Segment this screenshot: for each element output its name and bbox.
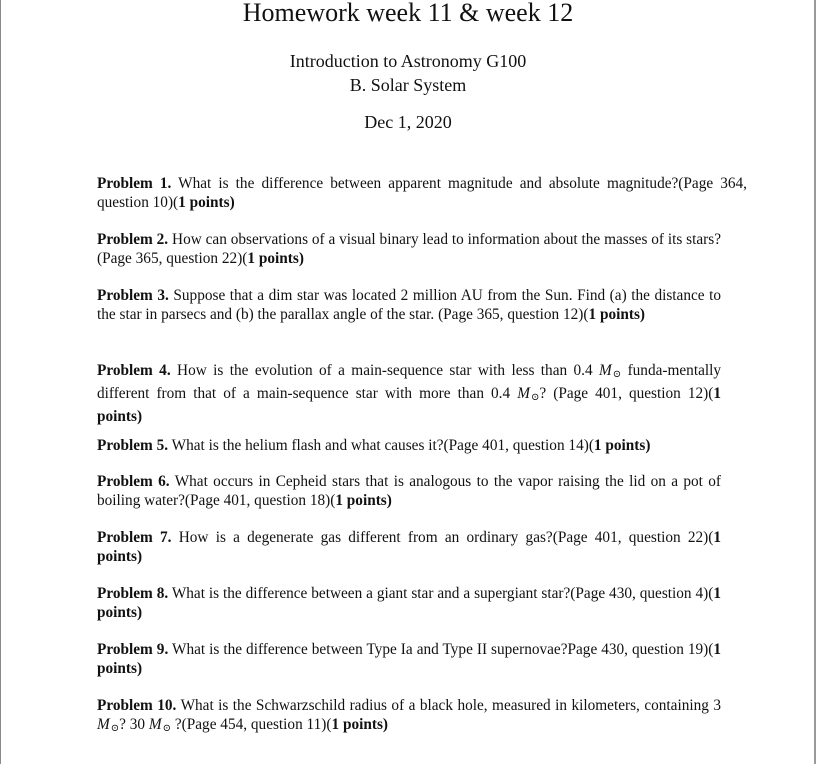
problem-10: Problem 10. What is the Schwarzschild radius of a black hole, measured in kilometers, containing 3 M⊙? 30 M⊙ ?(Page 454, question 11)(1 points) xyxy=(97,697,721,734)
problem-label: Problem 5. xyxy=(97,437,169,454)
problem-text: How is the evolution of a main-sequence star with less than 0.4 xyxy=(177,362,593,379)
problem-text: What is the difference between apparent magnitude and absolute magnitude?(Page 364, question 10)( xyxy=(97,175,747,211)
problem-label: Problem 9. xyxy=(97,641,169,658)
problem-2: Problem 2. How can observations of a visual binary lead to information about the masses of its stars?(Page 365, question 22)(1 points) xyxy=(97,231,722,267)
problem-text: ? (Page 401, question 12)( xyxy=(539,385,714,402)
problem-3: Problem 3. Suppose that a dim star was located 2 million AU from the Sun. Find (a) the distance to the star in parsecs and (b) the parallax angle of the star. (Page 365, question 12)(1 points) xyxy=(97,287,722,323)
problem-label: Problem 7. xyxy=(97,529,172,546)
problem-7: Problem 7. How is a degenerate gas different from an ordinary gas?(Page 401, question 22)(1 points) xyxy=(97,529,721,565)
problem-points: 1 points xyxy=(335,492,387,509)
problem-points: 1 points xyxy=(331,716,383,733)
problem-text: Suppose that a dim star was located 2 million AU from the Sun. Find (a) the distance to the star in parsecs and (b) the parallax angle of the star. (Page 365, question 12)( xyxy=(97,287,722,323)
problem-8: Problem 8. What is the difference between a giant star and a supergiant star?(Page 430, question 4)(1 points) xyxy=(97,585,721,621)
problem-text: What is the difference between Type Ia and Type II supernovae?Page 430, question 19)( xyxy=(172,641,714,658)
course-section: B. Solar System xyxy=(349,75,467,95)
solar-mass-symbol: M⊙ xyxy=(517,385,540,403)
problem-6: Problem 6. What occurs in Cepheid stars that is analogous to the vapor raising the lid on a pot of boiling water?(Page 401, question 18)(1 points) xyxy=(97,473,721,509)
solar-mass-symbol: M⊙ xyxy=(97,716,120,734)
problem-text: What occurs in Cepheid stars that is analogous to the vapor raising the lid on a pot of boiling water?(Page 401, question 18)( xyxy=(97,473,721,509)
problem-label: Problem 4. xyxy=(97,362,171,379)
problem-points: 1 points xyxy=(97,385,722,425)
problem-text: What is the Schwarzschild radius of a black hole, measured in kilometers, containing 3 xyxy=(180,697,721,714)
problem-label: Problem 6. xyxy=(97,473,170,490)
problem-text: ? 30 xyxy=(119,716,146,733)
problem-text: What is the helium flash and what causes it?(Page 401, question 14)( xyxy=(171,437,594,454)
problem-text: How is a degenerate gas different from an ordinary gas?(Page 401, question 22)( xyxy=(178,529,714,546)
problem-text: funda-mentally different from that of a main-sequence star with more than 0.4 xyxy=(97,362,722,402)
document-date: Dec 1, 2020 xyxy=(364,112,452,132)
problem-4: Problem 4. How is the evolution of a main-sequence star with less than 0.4 M⊙ funda-mentally different from that of a main-sequence star with more than 0.4 M⊙? (Page 401, question 12)(1 points) xyxy=(97,362,722,425)
problem-label: Problem 1. xyxy=(97,175,172,192)
problem-points: 1 points xyxy=(593,437,646,454)
problem-points: 1 points xyxy=(178,194,230,211)
problem-points: 1 points xyxy=(97,641,721,677)
problem-1: Problem 1. What is the difference between apparent magnitude and absolute magnitude?(Page 364, question 10)(1 points) xyxy=(97,175,747,211)
problem-label: Problem 2. xyxy=(97,231,169,248)
problem-9: Problem 9. What is the difference between Type Ia and Type II supernovae?Page 430, question 19)(1 points) xyxy=(97,641,721,677)
problem-text: What is the difference between a giant star and a supergiant star?(Page 430, question 4)( xyxy=(171,585,714,602)
problem-text: ?(Page 454, question 11)( xyxy=(174,716,332,733)
page-title: Homework week 11 & week 12 xyxy=(242,0,574,27)
solar-mass-symbol: M⊙ xyxy=(599,362,622,380)
problem-label: Problem 3. xyxy=(97,287,169,304)
problem-points: 1 points xyxy=(588,306,640,323)
problem-points: 1 points xyxy=(247,250,299,267)
problem-label: Problem 8. xyxy=(97,585,169,602)
problem-5: Problem 5. What is the helium flash and what causes it?(Page 401, question 14)(1 points) xyxy=(97,437,651,454)
problem-text: How can observations of a visual binary lead to information about the masses of its stars?(Page 365, question 22)( xyxy=(97,231,722,267)
problem-label: Problem 10. xyxy=(97,697,177,714)
problem-points: 1 points xyxy=(97,585,721,621)
course-name: Introduction to Astronomy G100 xyxy=(289,51,527,71)
solar-mass-symbol: M⊙ xyxy=(148,716,172,734)
problem-points: 1 points xyxy=(97,529,721,565)
